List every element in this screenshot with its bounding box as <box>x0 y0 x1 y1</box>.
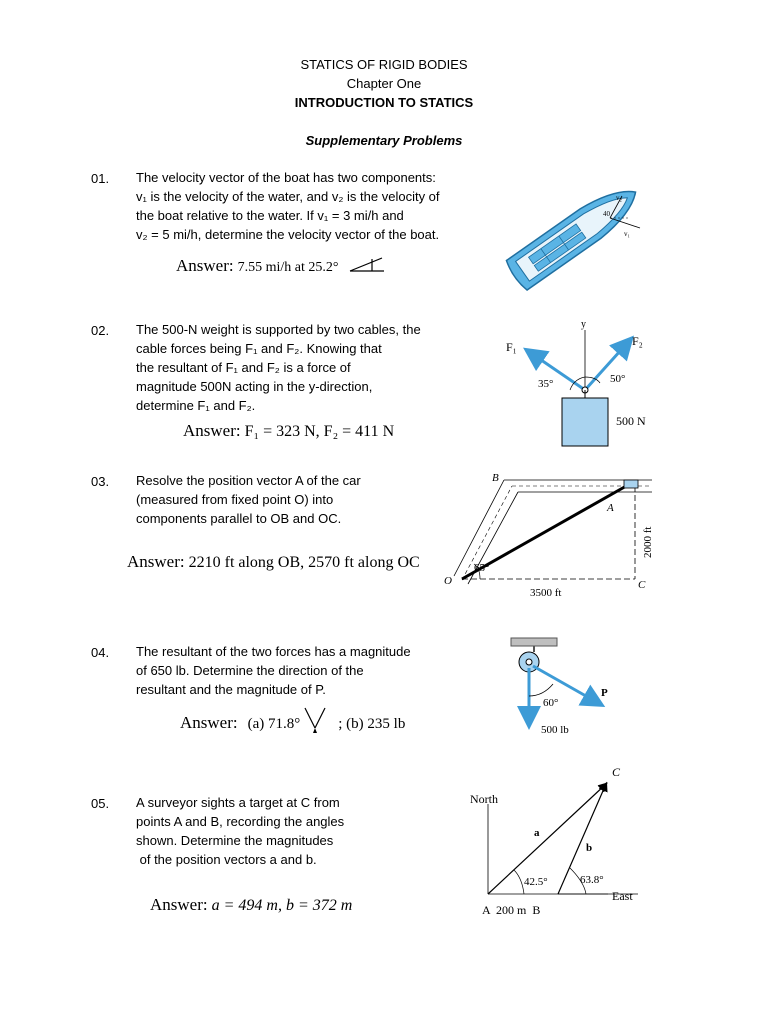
problem-1-number: 01. <box>91 171 110 186</box>
problem-2-number: 02. <box>91 323 110 338</box>
answer-label: Answer: <box>180 713 238 732</box>
cable-weight-figure <box>500 315 660 450</box>
problem-1-line-2: v₁ is the velocity of the water, and v₂ is the velocity of <box>136 189 440 204</box>
angle-35-label: 35° <box>538 378 554 390</box>
problem-1-answer-value: 7.55 mi/h at 25.2° <box>237 260 339 275</box>
problem-3-line-3: components parallel to OB and OC. <box>136 511 342 526</box>
problem-2-line-4: magnitude 500N acting in the y-direction, <box>136 379 373 394</box>
weight-label: 500 N <box>616 414 646 428</box>
problem-4-text <box>136 642 476 699</box>
horizontal-distance-label: 3500 ft <box>530 587 562 599</box>
page-title: INTRODUCTION TO STATICS <box>294 95 474 110</box>
f1-label: F₁ <box>506 340 517 354</box>
angle-60-label: 60° <box>543 697 559 709</box>
problem-4-line-1: The resultant of the two forces has a magnitude <box>136 644 411 659</box>
problem-5-line-4: of the position vectors a and b. <box>136 852 317 867</box>
problem-4-line-3: resultant and the magnitude of P. <box>136 682 326 697</box>
pulley-force-figure <box>505 634 625 744</box>
vector-a-label: a <box>534 827 540 839</box>
boat-angle-label: 40 <box>603 210 610 218</box>
problem-1-line-4: v₂ = 5 mi/h, determine the velocity vector of the boat. <box>136 227 440 242</box>
section-title: Supplementary Problems <box>305 133 463 148</box>
answer-label: Answer: <box>183 421 241 440</box>
baseline-label: A 200 m B <box>482 903 541 917</box>
problem-3-answer-value: 2210 ft along OB, 2570 ft along OC <box>188 554 420 571</box>
problem-1-answer <box>176 256 338 276</box>
force-P-label: P <box>601 687 608 699</box>
point-C-label: C <box>612 765 621 779</box>
angle-42-label: 42.5° <box>524 876 548 888</box>
chapter-label: Chapter One <box>346 76 422 91</box>
car-road-figure <box>440 466 660 601</box>
point-C-label: C <box>638 579 646 591</box>
problem-5-text <box>136 793 476 869</box>
course-title: STATICS OF RIGID BODIES <box>300 57 468 72</box>
problem-4-line-2: of 650 lb. Determine the direction of the <box>136 663 364 678</box>
problem-4-number: 04. <box>91 645 110 660</box>
problem-3-answer <box>127 552 420 572</box>
problem-4-answer-a: (a) 71.8° <box>247 716 301 732</box>
point-B-label: B <box>492 472 499 484</box>
problem-2-line-1: The 500-N weight is supported by two cables, the <box>136 322 421 337</box>
vector-A-label: A <box>607 502 614 514</box>
answer-angle-icon <box>348 255 388 275</box>
angle-63-label: 63.8° <box>580 874 604 886</box>
problem-2-text <box>136 320 476 415</box>
answer-label: Answer: <box>127 552 185 571</box>
problem-5-line-2: points A and B, recording the angles <box>136 814 345 829</box>
vector-b-label: b <box>586 842 593 854</box>
problem-2-answer <box>183 421 394 441</box>
f2-label: F₂ <box>632 334 643 348</box>
y-axis-label: y <box>581 319 586 330</box>
weight-500lb-label: 500 lb <box>541 724 569 736</box>
problem-3-text <box>136 471 476 528</box>
vertical-distance-label: 2000 ft <box>642 526 654 558</box>
problem-1-line-1: The velocity vector of the boat has two components: <box>136 170 436 185</box>
problem-3-line-1: Resolve the position vector A of the car <box>136 473 361 488</box>
problem-2-answer-value: F₁ = 323 N, F₂ = 411 N <box>244 423 395 440</box>
answer-label: Answer: <box>150 895 208 914</box>
answer-label: Answer: <box>176 256 234 275</box>
problem-1-line-3: the boat relative to the water. If v₁ = 3 mi/h and <box>136 208 404 223</box>
point-O-label: O <box>444 575 452 587</box>
problem-3-line-2: (measured from fixed point O) into <box>136 492 334 507</box>
boat-figure <box>500 178 650 288</box>
problem-2-line-3: the resultant of F₁ and F₂ is a force of <box>136 360 351 375</box>
problem-4-answer <box>180 713 405 733</box>
problem-2-line-5: determine F₁ and F₂. <box>136 398 256 413</box>
north-label: North <box>470 792 498 806</box>
problem-5-answer-value: a = 494 m, b = 372 m <box>211 897 353 914</box>
problem-3-number: 03. <box>91 474 110 489</box>
answer-direction-icon <box>303 706 329 736</box>
problem-5-number: 05. <box>91 796 110 811</box>
problem-1-text <box>136 168 476 244</box>
east-label: East <box>612 889 633 903</box>
problem-4-answer-b: ; (b) 235 lb <box>338 716 406 732</box>
boat-v1-label: v₁ <box>624 230 630 238</box>
angle-50-label: 50° <box>610 373 626 385</box>
angle-65-label: 65° <box>474 562 490 574</box>
problem-5-answer <box>150 895 352 915</box>
problem-5-line-3: shown. Determine the magnitudes <box>136 833 334 848</box>
problem-2-line-2: cable forces being F₁ and F₂. Knowing that <box>136 341 382 356</box>
problem-5-line-1: A surveyor sights a target at C from <box>136 795 340 810</box>
boat-v2-label: v₂ <box>616 194 622 202</box>
surveyor-figure <box>466 764 656 924</box>
